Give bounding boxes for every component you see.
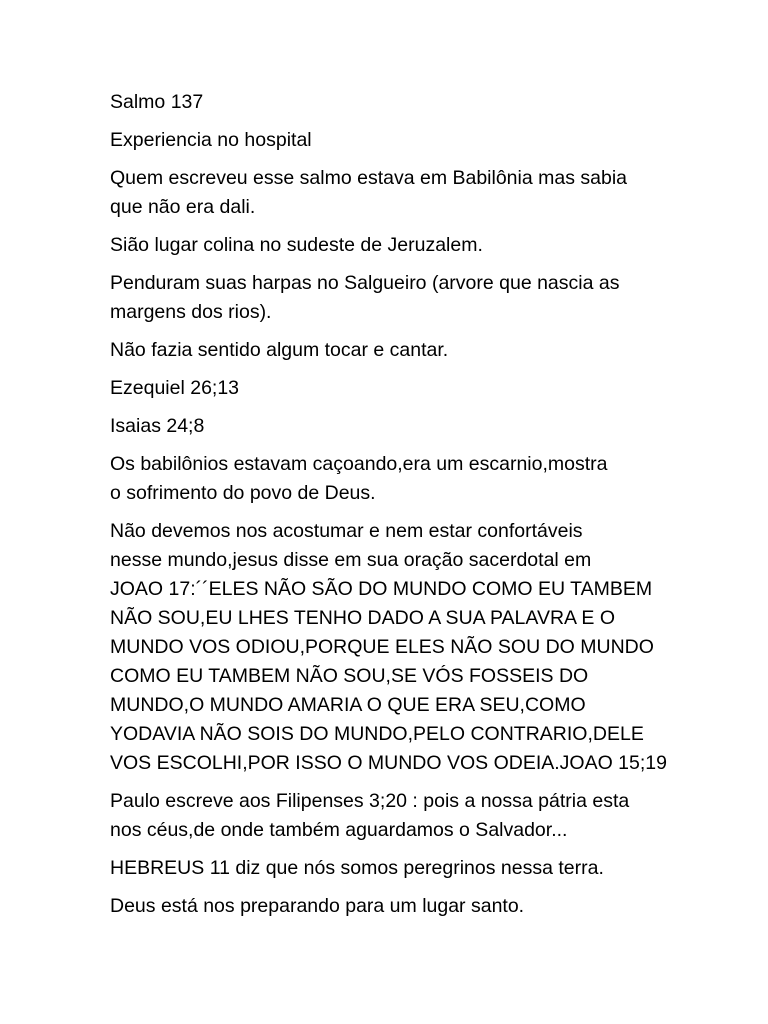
paragraph: Deus está nos preparando para um lugar santo. <box>110 895 525 917</box>
paragraph: Quem escreveu esse salmo estava em Babilônia mas sabia que não era dali. <box>110 167 627 218</box>
paragraph-title: Salmo 137 <box>110 91 204 113</box>
paragraph: Paulo escreve aos Filipenses 3;20 : pois a nossa pátria esta nos céus,de onde também aguardamos o Salvador... <box>110 790 630 841</box>
paragraph: Sião lugar colina no sudeste de Jeruzalem. <box>110 234 483 256</box>
paragraph-subtitle: Experiencia no hospital <box>110 129 312 151</box>
paragraph-quote: Não devemos nos acostumar e nem estar confortáveis nesse mundo,jesus disse em sua oração sacerdotal em JOAO 17:´´ELES NÃO SÃO DO MUNDO COMO EU TAMBEM NÃO SOU,EU LHES TENHO DADO A SUA PALAVRA E O MUNDO VOS ODIOU,PORQUE ELES NÃO SOU DO MUNDO COMO EU TAMBEM NÃO SOU,SE VÓS FOSSEIS DO MUNDO,O MUNDO AMARIA O QUE ERA SEU,COMO YODAVIA NÃO SOIS DO MUNDO,PELO CONTRARIO,DELE VOS ESCOLHI,POR ISSO O MUNDO VOS ODEIA.JOAO 15;19 <box>110 520 667 774</box>
paragraph-reference: Ezequiel 26;13 <box>110 377 240 399</box>
paragraph: Não fazia sentido algum tocar e cantar. <box>110 339 449 361</box>
document-page <box>110 88 670 930</box>
paragraph: Os babilônios estavam caçoando,era um escarnio,mostra o sofrimento do povo de Deus. <box>110 453 608 504</box>
paragraph: HEBREUS 11 diz que nós somos peregrinos nessa terra. <box>110 857 604 879</box>
paragraph-reference: Isaias 24;8 <box>110 415 205 437</box>
paragraph: Penduram suas harpas no Salgueiro (arvore que nascia as margens dos rios). <box>110 272 620 323</box>
